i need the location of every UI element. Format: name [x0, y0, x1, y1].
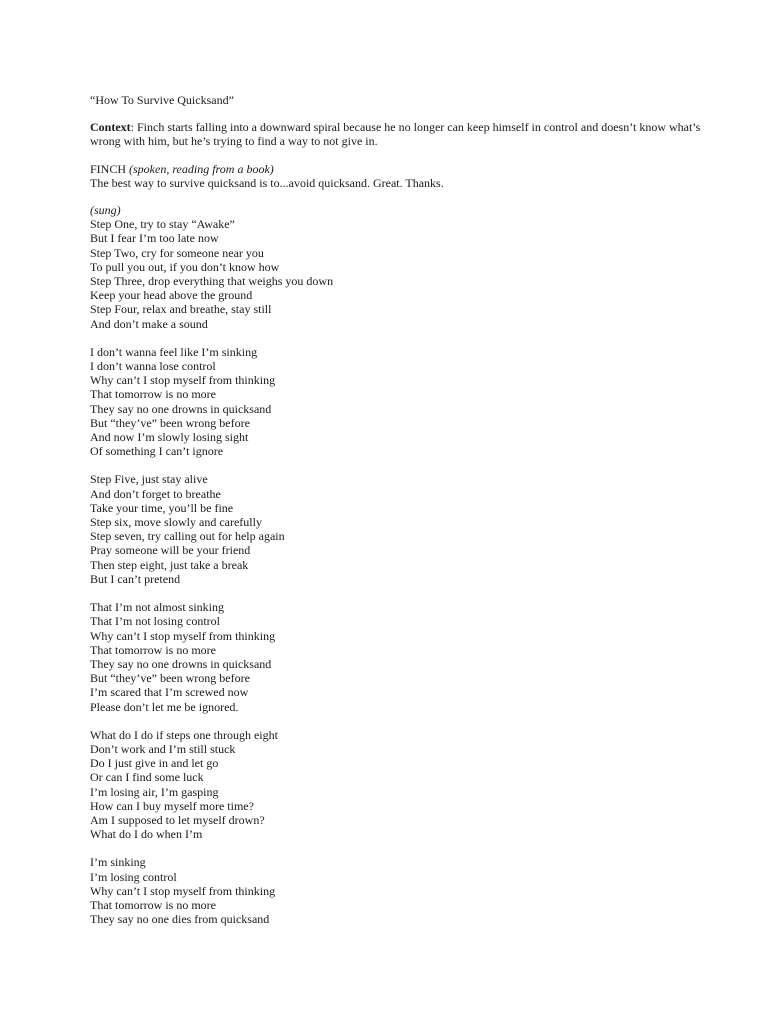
- lyric-stanza: [90, 855, 730, 926]
- lyric-line: I’m scared that I’m screwed now: [90, 685, 249, 700]
- lyrics: [90, 217, 730, 926]
- lyric-line: Why can’t I stop myself from thinking: [90, 883, 276, 898]
- lyric-line: They say no one dies from quicksand: [90, 912, 270, 927]
- lyric-line: But I fear I’m too late now: [90, 231, 219, 246]
- sung-direction: (sung): [90, 203, 121, 218]
- lyric-line: What do I do when I’m: [90, 827, 203, 842]
- lyric-line: I’m losing air, I’m gasping: [90, 784, 219, 799]
- lyric-line: What do I do if steps one through eight: [90, 727, 278, 742]
- lyric-line: I don’t wanna feel like I’m sinking: [90, 344, 258, 359]
- lyric-line: And don’t make a sound: [90, 316, 208, 331]
- lyric-line: Step Two, cry for someone near you: [90, 245, 264, 260]
- lyric-line: Step Five, just stay alive: [90, 472, 208, 487]
- lyric-line: Do I just give in and let go: [90, 756, 219, 771]
- lyric-line: To pull you out, if you don’t know how: [90, 259, 280, 274]
- lyric-line: I don’t wanna lose control: [90, 359, 216, 374]
- song-title: “How To Survive Quicksand”: [90, 93, 234, 107]
- lyric-line: Don’t work and I’m still stuck: [90, 741, 236, 756]
- context-paragraph: [90, 120, 730, 148]
- lyric-line: How can I buy myself more time?: [90, 798, 254, 813]
- speaker-line: [90, 162, 730, 176]
- lyric-line: Step six, move slowly and carefully: [90, 515, 262, 530]
- context-text: : Finch starts falling into a downward spiral because he no longer can keep himself in control and doesn’t know what’s wrong with him, but he’s trying to find a way to not give in.: [90, 120, 701, 149]
- lyric-line: Of something I can’t ignore: [90, 444, 224, 459]
- spoken-section: [90, 162, 730, 190]
- lyric-line: That tomorrow is no more: [90, 897, 216, 912]
- lyric-line: But “they’ve” been wrong before: [90, 415, 250, 430]
- stage-direction: (spoken, reading from a book): [129, 161, 274, 176]
- spoken-line: The best way to survive quicksand is to...avoid quicksand. Great. Thanks.: [90, 175, 444, 190]
- lyric-line: And now I’m slowly losing sight: [90, 430, 249, 445]
- lyric-line: But I can’t pretend: [90, 571, 181, 586]
- lyric-line: Pray someone will be your friend: [90, 543, 251, 558]
- lyric-line: Then step eight, just take a break: [90, 557, 249, 572]
- speaker-name: FINCH: [90, 161, 130, 176]
- lyric-line: Or can I find some luck: [90, 770, 204, 785]
- lyric-stanza: [90, 600, 730, 714]
- lyric-line: I’m sinking: [90, 855, 146, 870]
- lyric-line: That tomorrow is no more: [90, 642, 216, 657]
- lyric-stanza: [90, 728, 730, 842]
- lyric-line: And don’t forget to breathe: [90, 486, 221, 501]
- lyric-stanza: [90, 345, 730, 459]
- lyric-line: Step One, try to stay “Awake”: [90, 217, 235, 232]
- lyric-line: Why can’t I stop myself from thinking: [90, 373, 276, 388]
- context-label: Context: [90, 120, 131, 135]
- lyric-line: But “they’ve” been wrong before: [90, 671, 250, 686]
- lyric-line: They say no one drowns in quicksand: [90, 401, 272, 416]
- lyric-line: Step Four, relax and breathe, stay still: [90, 302, 272, 317]
- lyric-line: I’m losing control: [90, 869, 177, 884]
- lyric-line: They say no one drowns in quicksand: [90, 656, 272, 671]
- document-page: [90, 93, 730, 940]
- lyric-line: That I’m not almost sinking: [90, 600, 224, 615]
- lyric-line: Please don’t let me be ignored.: [90, 699, 239, 714]
- lyric-stanza: [90, 472, 730, 586]
- lyric-line: Take your time, you’ll be fine: [90, 500, 234, 515]
- lyric-line: Am I supposed to let myself drown?: [90, 812, 265, 827]
- lyric-line: Why can’t I stop myself from thinking: [90, 628, 276, 643]
- lyric-line: That tomorrow is no more: [90, 387, 216, 402]
- lyric-line: Keep your head above the ground: [90, 288, 253, 303]
- lyric-line: Step seven, try calling out for help again: [90, 529, 285, 544]
- lyric-stanza: [90, 217, 730, 331]
- lyric-line: That I’m not losing control: [90, 614, 220, 629]
- lyric-line: Step Three, drop everything that weighs you down: [90, 274, 334, 289]
